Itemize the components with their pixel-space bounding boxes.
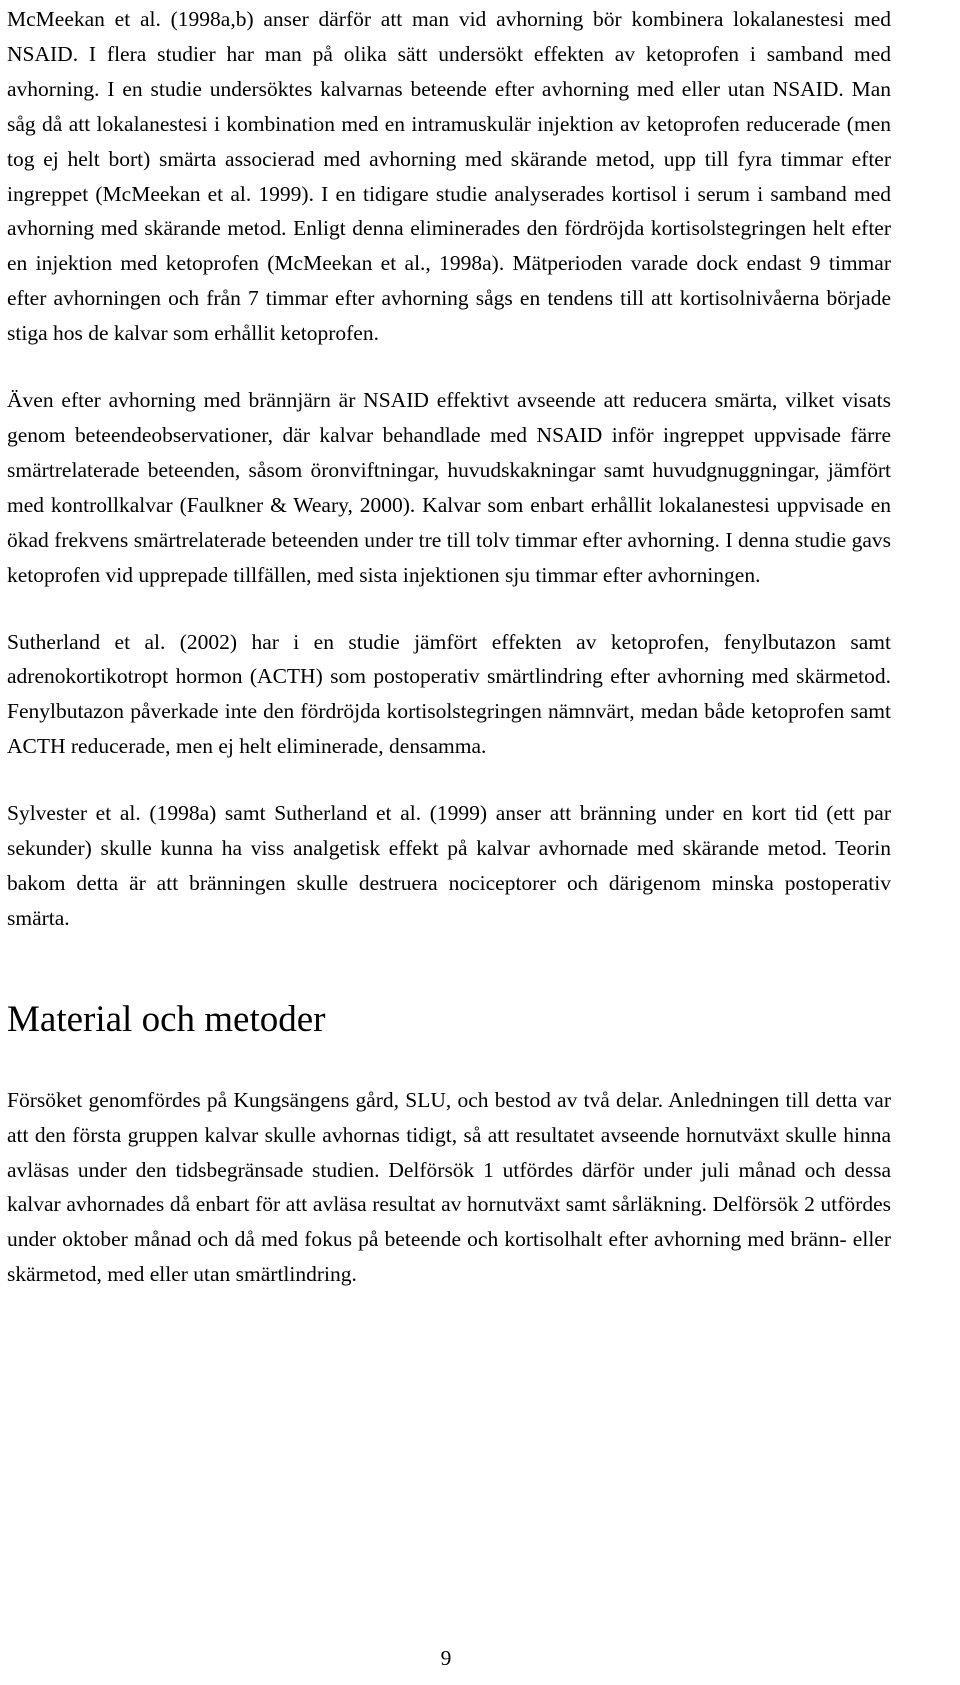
paragraph-forsoket: Försöket genomfördes på Kungsängens gård, SLU, och bestod av två delar. Anledningen till detta var att den första gruppen kalvar skulle avhornas tidigt, så att resultatet avseende hornutväxt skulle hinna avläsas under den tidsbegränsade studien. Delförsök 1 utfördes därför under juli månad och dessa kalvar avhornades då enbart för att avläsa resultat av hornutväxt samt sårläkning. Delförsök 2 utfördes under oktober månad och då med fokus på beteende och kortisolhalt efter avhorning med bränn- eller skärmetod, med eller utan smärtlindring. [7,1087,891,1287]
paragraph-sylvester-branning: Sylvester et al. (1998a) samt Sutherland et al. (1999) anser att bränning under en kort tid (ett par sekunder) skulle kunna ha viss analgetisk effekt på kalvar avhornade med skärande metod. Teorin bakom detta är att bränningen skulle destruera nociceptorer och därigenom minska postoperativ smärta. [7,801,891,930]
paragraph-sutherland-2002: Sutherland et al. (2002) har i en studie jämfört effekten av ketoprofen, fenylbutazon samt adrenokortikotropt hormon (ACTH) som postoperativ smärtlindring efter avhorning med skärmetod. Fenylbutazon påverkade inte den fördröjda kortisolstegringen nämnvärt, medan både ketoprofen samt ACTH reducerade, men ej helt eliminerade, densamma. [7,629,891,759]
page-number: 9 [440,1646,452,1670]
paragraph-mcmeekan-ketoprofen: McMeekan et al. (1998a,b) anser därför att man vid avhorning bör kombinera lokalanestesi med NSAID. I flera studier har man på olika sätt undersökt effekten av ketoprofen i samband med avhorning. I en studie undersöktes kalvarnas beteende efter avhorning med eller utan NSAID. Man såg då att lokalanestesi i kombination med en intramuskulär injektion av ketoprofen reducerade (men tog ej helt bort) smärta associerad med avhorning med skärande metod, upp till fyra timmar efter ingreppet (McMeekan et al. 1999). I en tidigare studie analyserades kortisol i serum i samband med avhorning med skärande metod. Enligt denna eliminerades den fördröjda kortisolstegringen helt efter en injektion med ketoprofen (McMeekan et al., 1998a). Mätperioden varade dock endast 9 timmar efter avhorningen och från 7 timmar efter avhorning sågs en tendens till att kortisolnivåerna började stiga hos de kalvar som erhållit ketoprofen. [7,7,891,346]
paragraph-brannjarn-nsaid: Även efter avhorning med brännjärn är NSAID effektivt avseende att reducera smärta, vilket visats genom beteendeobservationer, där kalvar behandlade med NSAID inför ingreppet uppvisade färre smärtrelaterade beteenden, såsom öronviftningar, huvudskakningar samt huvudgnuggningar, jämfört med kontrollkalvar (Faulkner & Weary, 2000). Kalvar som enbart erhållit lokalanestesi uppvisade en ökad frekvens smärtrelaterade beteenden under tre till tolv timmar efter avhorning. I denna studie gavs ketoprofen vid upprepade tillfällen, med sista injektionen sju timmar efter avhorningen. [7,388,891,587]
section-heading-material-och-metoder: Material och metoder [7,998,326,1040]
page-content [7,2,891,1292]
